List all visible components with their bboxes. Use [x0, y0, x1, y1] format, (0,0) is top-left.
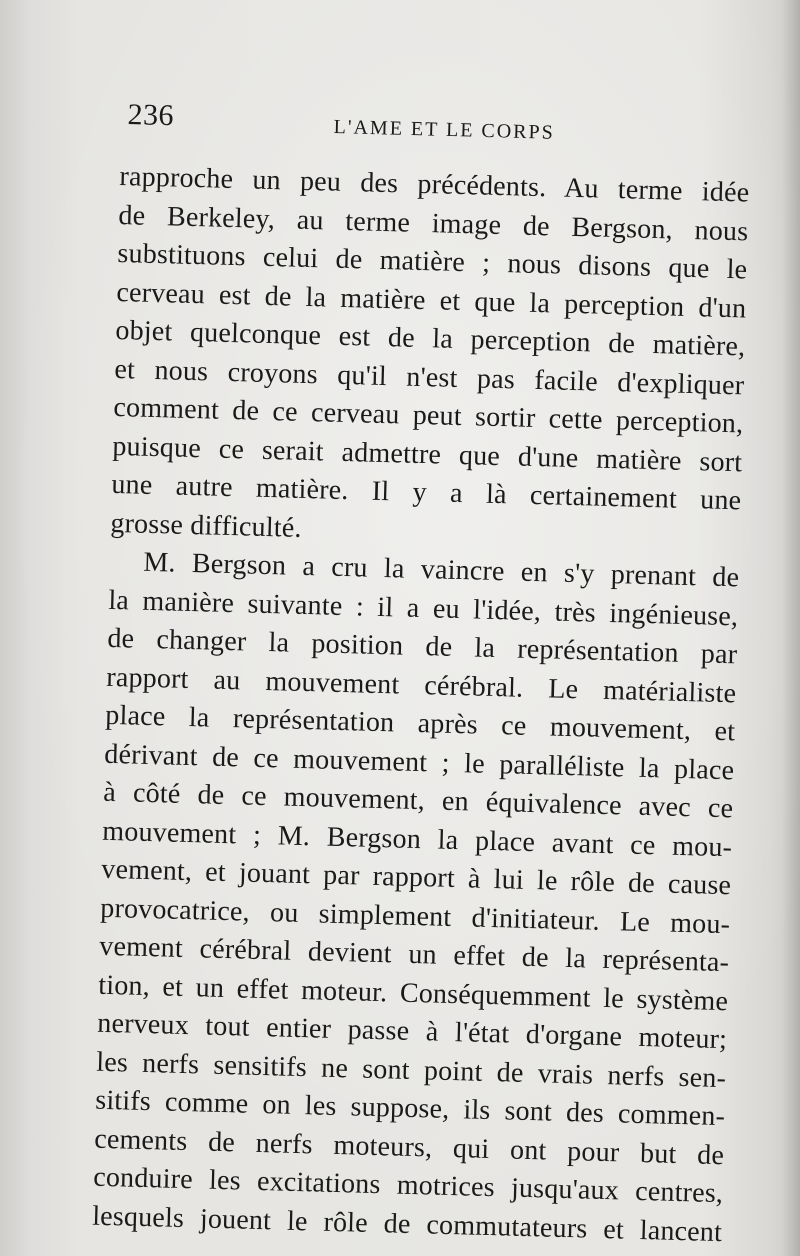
text-line: sitifs comme on les suppose, ils sont des commen- — [94, 1084, 726, 1133]
paragraph — [92, 543, 740, 1252]
text-line: cerveau est de la matière et que la perception d'un — [116, 276, 747, 324]
text-line: les nerfs sensitifs ne sont point de vrais nerfs sen- — [95, 1046, 727, 1094]
text-line: nerveux tout entier passe à l'état d'organe moteur; — [96, 1007, 728, 1056]
text-line: et nous croyons qu'il n'est pas facile d'expliquer — [114, 353, 745, 401]
page-header — [127, 98, 558, 144]
text-line: une autre matière. Il y a là certainement une — [111, 468, 742, 517]
text-line: comment de ce cerveau peut sortir cette perception, — [113, 391, 744, 440]
text-line: objet quelconque est de la perception de matière, — [115, 314, 746, 363]
text-line: puisque ce serait admettre que d'une matière sort — [112, 430, 743, 478]
text-line: rapproche un peu des précédents. Au terme idée — [119, 160, 750, 209]
page-number: 236 — [127, 98, 175, 133]
text-line: à côté de ce mouvement, en équivalence avec ce — [102, 776, 734, 825]
text-line: mouvement ; M. Bergson la place avant ce mou- — [101, 815, 733, 863]
text-line: provocatrice, ou simplement d'initiateur. Le mou- — [99, 892, 731, 940]
body-text — [92, 158, 750, 1252]
paragraph — [110, 158, 750, 559]
text-line: dérivant de ce mouvement ; le paralléliste la place — [103, 738, 735, 786]
text-line: place la représentation après ce mouvement, et — [105, 699, 736, 748]
text-line: substituons celui de matière ; nous disons que le — [117, 237, 748, 286]
text-line: conduire les excitations motrices jusqu'aux centres, — [92, 1161, 724, 1210]
text-line: cements de nerfs moteurs, qui ont pour but de — [93, 1123, 725, 1171]
text-line: la manière suivante : il a eu l'idée, très ingénieuse, — [108, 584, 739, 632]
text-line: tion, et un effet moteur. Conséquemment le système — [97, 969, 729, 1017]
text-line: grosse difficulté. — [110, 507, 303, 544]
text-line: vement, et jouant par rapport à lui le rôle de cause — [100, 853, 732, 902]
page-edge-shadow — [782, 0, 800, 1256]
text-line: vement cérébral devient un effet de la représenta- — [98, 930, 730, 979]
text-line: lesquels jouent le rôle de commutateurs et lancent — [91, 1200, 723, 1248]
text-line: de changer la position de la représentation par — [107, 622, 738, 671]
text-line: M. Bergson a cru la vaincre en s'y prenant de — [143, 546, 740, 594]
text-line: rapport au mouvement cérébral. Le matérialiste — [106, 661, 737, 709]
text-line: de Berkeley, au terme image de Bergson, nous — [118, 199, 749, 247]
running-head: L'AME ET LE CORPS — [333, 116, 556, 144]
